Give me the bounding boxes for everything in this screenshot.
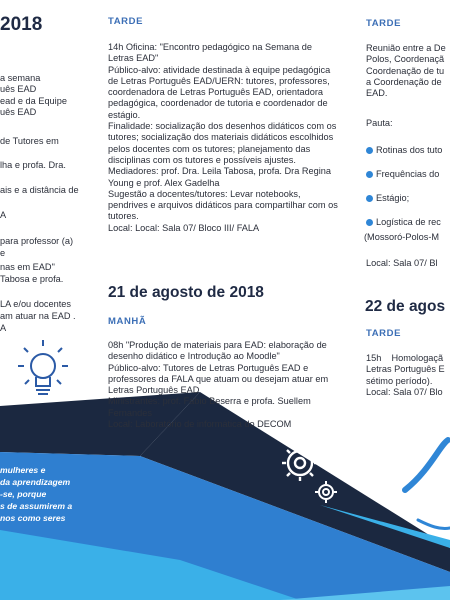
manha-description: 08h "Produção de materiais para EAD: elaboração de desenho didático e Introdução ao Moodle" Público-alvo: Tutores de Letras Português EAD e professores da FALA que atuam ou desejam atuar em Letras Português EAD Ministrantes: prof. Fábio Beserra e profa. Suellem Fernandes Local: Laboratório de informática do DECOM [108,340,329,430]
pauta-item-label: Frequências do [376,169,440,179]
bullet-icon [366,171,373,178]
left-line: e [0,248,6,258]
left-line: nas em EAD" [0,262,55,272]
blue-curve-bottom [418,520,450,529]
bullet-icon [366,195,373,202]
left-line: am atuar na EAD . [0,311,76,321]
quote-line: nos como seres [0,513,66,523]
quote-line: da aprendizagem [0,477,71,487]
left-line: LA e/ou docentes [0,299,72,309]
pauta-item [366,193,409,204]
left-line: Tabosa e profa. [0,274,64,284]
quote-line: -se, porque [0,489,47,499]
date-heading-22: 22 de agos [365,298,446,315]
pauta-item-label: Logística de rec [376,217,441,227]
pauta-item [366,217,441,228]
tarde-heading: TARDE [108,16,144,27]
left-line: de Tutores em [0,136,59,146]
pauta-item [366,169,439,180]
left-line: para professor (a) [0,236,74,246]
quote-line: s de assumirem a [0,501,73,511]
pauta-label: Pauta: [366,118,393,128]
date-heading-21: 21 de agosto de 2018 [108,284,264,301]
left-line: ais e a distância de [0,185,79,195]
pauta-item-label: Estágio; [376,193,410,203]
left-date-fragment: 2018 [0,14,43,35]
right-local: Local: Sala 07/ Bl [366,258,438,268]
left-line: ead e da Equipe [0,96,67,106]
right-tarde-description: Reunião entre a De Polos, Coordenaçã Coordenação de tu a Coordenação de EAD. [366,43,446,99]
left-line: A [0,210,7,220]
quote-line: mulheres e [0,465,46,475]
pauta-item [366,145,442,156]
left-line: A [0,323,7,333]
manha-heading: MANHÃ [108,316,147,327]
right-tarde-heading: TARDE [366,18,402,29]
bullet-icon [366,219,373,226]
left-line: uês EAD [0,107,37,117]
logistica-continuation: (Mossoró-Polos-M [364,232,440,242]
left-line: a semana [0,73,41,83]
right-tarde2-description: 15h Homologaçã Letras Português E sétimo período). Local: Sala 07/ Blo [366,353,445,397]
blue-curve-top [405,440,448,490]
pauta-item-label: Rotinas dos tuto [376,145,443,155]
left-line: lha e profa. Dra. [0,160,66,170]
tarde-description: 14h Oficina: "Encontro pedagógico na Semana de Letras EAD" Público-alvo: atividade destinada à equipe pedagógica de Letras Português EAD/UERN: tutores, professores, coordenadora de Letras Português EAD, orientadora pedagógica, coordenador de tutoria e coordenador de estágio. Finalidade: socialização dos desenhos didáticos com os tutores; socialização dos materiais didáticos escolhidos pelos docentes com os tutores; planejamento das disciplinas com os tutores e possíveis ajustes. Mediadores: prof. Dra. Leila Tabosa, profa. Dra Regina Young e prof. Alex Gadelha Sugestão a docentes/tutores: Levar notebooks, pendrives e arquivos didáticos para compartilhar com os tutores. Local: Local: Sala 07/ Bloco III/ FALA [108,42,338,233]
right-tarde2-heading: TARDE [366,328,402,339]
bullet-icon [366,147,373,154]
left-line: uês EAD [0,84,37,94]
lightbulb-icon [18,340,68,394]
